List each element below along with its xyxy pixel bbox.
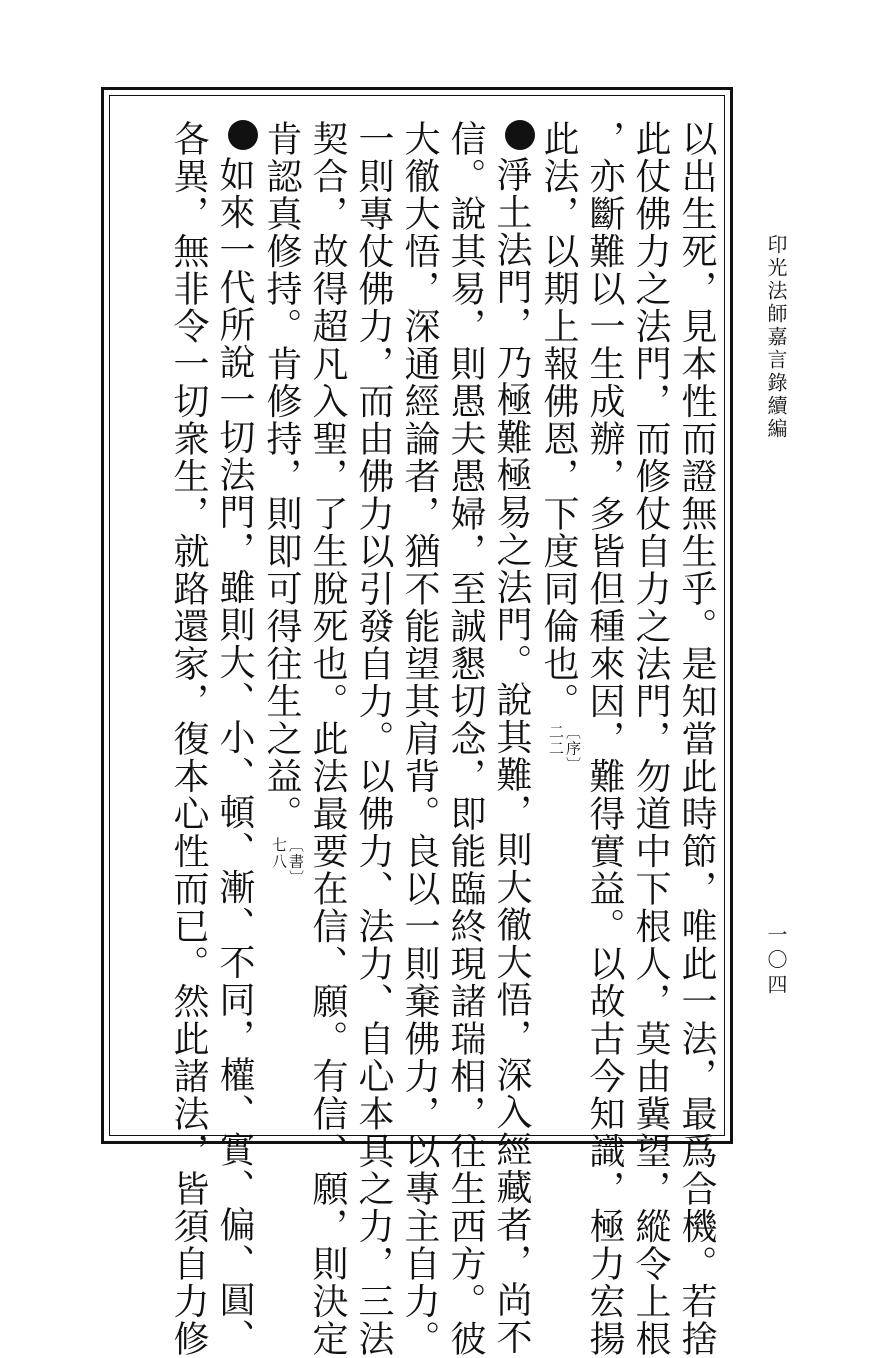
text-column-1 xyxy=(673,120,719,1358)
running-head: 印光法師嘉言錄續編 xyxy=(764,234,788,441)
column-text: 契合，故得超凡入聖，了生脫死也。此法最要在信、願。有信、願，則決定 xyxy=(307,120,348,1358)
column-text: 如來一代所說一切法門，雖則大、小、頓、漸、不同，權、實、偏、圓、 xyxy=(214,156,255,1356)
main-text xyxy=(117,120,719,1358)
text-column-8 xyxy=(350,120,396,1358)
page-number: 一〇四 xyxy=(764,924,788,999)
text-column-12 xyxy=(165,120,211,1358)
column-text: 此仗佛力之法門，而修仗自力之法門，勿道中下根人，莫由冀望，縱令上根 xyxy=(630,120,671,1358)
source-note xyxy=(270,837,304,887)
bullet-icon xyxy=(228,120,258,150)
column-text: ，亦斷難以一生成辦，多皆但種來因，難得實益。以故古今知識，極力宏揚 xyxy=(584,120,625,1358)
text-column-3 xyxy=(581,120,627,1358)
source-note-number: 七八 xyxy=(270,836,288,870)
column-text: 信。說其易，則愚夫愚婦，至誠懇切念，即能臨終現諸瑞相，往生西方。彼 xyxy=(445,120,486,1358)
bullet-icon xyxy=(505,120,535,150)
text-column-11 xyxy=(211,120,258,1356)
source-note-label: 〔序〕 xyxy=(564,724,582,774)
column-text: 淨土法門，乃極難極易之法門。說其難，則大徹大悟，深入經藏者，尚不 xyxy=(491,156,532,1356)
text-column-7 xyxy=(396,120,442,1358)
text-column-10 xyxy=(258,120,304,1130)
text-column-6 xyxy=(442,120,488,1358)
column-text: 此法，以期上報佛恩，下度同倫也。 xyxy=(538,120,579,720)
text-column-4 xyxy=(535,120,581,1130)
source-note xyxy=(547,724,581,774)
text-column-9 xyxy=(304,120,350,1358)
column-text: 各異，無非令一切衆生，就路還家，復本心性而已。然此諸法，皆須自力修 xyxy=(168,120,209,1358)
column-text: 肯認真修持。肯修持，則即可得往生之益。 xyxy=(261,120,302,833)
source-note-label: 〔書〕 xyxy=(287,836,305,886)
text-column-5 xyxy=(488,120,535,1356)
text-column-2 xyxy=(627,120,673,1358)
source-note-number: 二二 xyxy=(547,724,565,757)
column-text: 一則專仗佛力，而由佛力以引發自力。以佛力、法力、自心本具之力，三法 xyxy=(353,120,394,1358)
column-text: 以出生死，見本性而證無生乎。是知當此時節，唯此一法，最爲合機。若捨 xyxy=(676,120,717,1358)
column-text: 大徹大悟，深通經論者，猶不能望其肩背。良以一則棄佛力，以專主自力。 xyxy=(399,120,440,1358)
